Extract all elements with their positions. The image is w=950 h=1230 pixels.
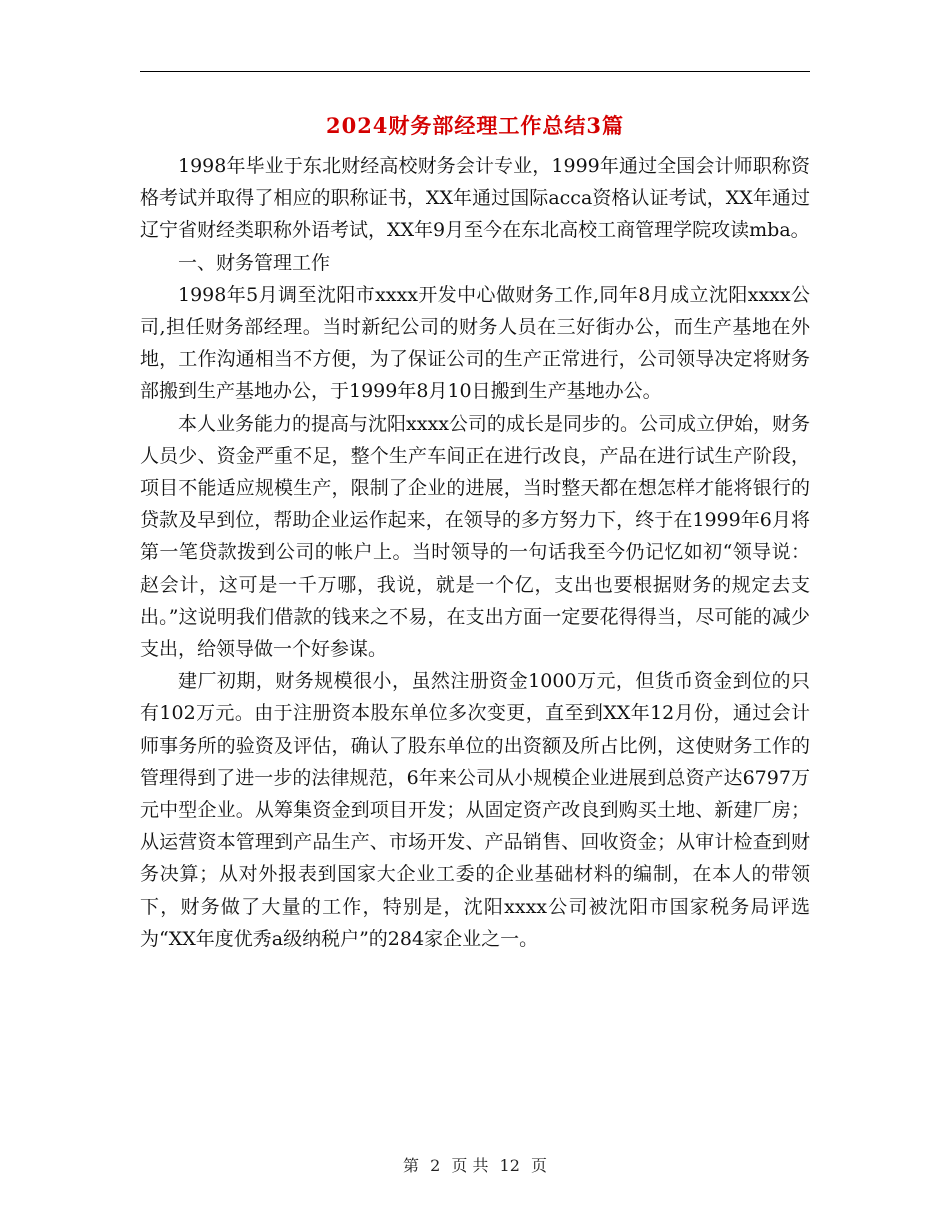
- footer-page-number: 2: [430, 1156, 441, 1175]
- paragraph: 1998年5月调至沈阳市xxxx开发中心做财务工作,同年8月成立沈阳xxxx公司,担任财务部经理。当时新纪公司的财务人员在三好街办公，而生产基地在外地，工作沟通相当不方便，为了保证公司的生产正常进行，公司领导决定将财务部搬到生产基地办公，于1999年8月10日搬到生产基地办公。: [140, 283, 810, 403]
- footer-suffix: 页: [531, 1156, 548, 1175]
- document-body: [140, 150, 810, 955]
- section-heading: 一、财务管理工作: [178, 251, 331, 274]
- paragraph: 本人业务能力的提高与沈阳xxxx公司的成长是同步的。公司成立伊始，财务人员少、资金严重不足，整个生产车间正在进行改良，产品在进行试生产阶段，项目不能适应规模生产，限制了企业的进展，当时整天都在想怎样才能将银行的贷款及早到位，帮助企业运作起来，在领导的多方努力下，终于在1999年6月将第一笔贷款拨到公司的帐户上。当时领导的一句话我至今仍记忆如初“领导说：赵会计，这可是一千万哪，我说，就是一个亿，支出也要根据财务的规定去支出。”这说明我们借款的钱来之不易，在支出方面一定要花得得当，尽可能的减少支出，给领导做一个好参谋。: [140, 412, 810, 661]
- paragraph: 建厂初期，财务规模很小，虽然注册资金1000万元，但货币资金到位的只有102万元。由于注册资本股东单位多次变更，直至到XX年12月份，通过会计师事务所的验资及评估，确认了股东单位的出资额及所占比例，这使财务工作的管理得到了进一步的法律规范，6年来公司从小规模企业进展到总资产达6797万元中型企业。从筹集资金到项目开发；从固定资产改良到购买土地、新建厂房；从运营资本管理到产品生产、市场开发、产品销售、回收资金；从审计检查到财务决算；从对外报表到国家大企业工委的企业基础材料的编制，在本人的带领下，财务做了大量的工作，特别是，沈阳xxxx公司被沈阳市国家税务局评选为“XX年度优秀a级纳税户”的284家企业之一。: [140, 670, 810, 950]
- paragraph-intro: 1998年毕业于东北财经高校财务会计专业，1999年通过全国会计师职称资格考试并取得了相应的职称证书，XX年通过国际acca资格认证考试，XX年通过辽宁省财经类职称外语考试，XX年9月至今在东北高校工商管理学院攻读mba。: [140, 155, 810, 242]
- footer-total-pages: 12: [499, 1156, 520, 1175]
- document-title: 2024财务部经理工作总结3篇: [325, 113, 625, 138]
- page-footer: [0, 1153, 950, 1176]
- footer-prefix: 第: [402, 1156, 419, 1175]
- footer-middle: 页 共: [451, 1156, 489, 1175]
- header-rule: [140, 71, 810, 72]
